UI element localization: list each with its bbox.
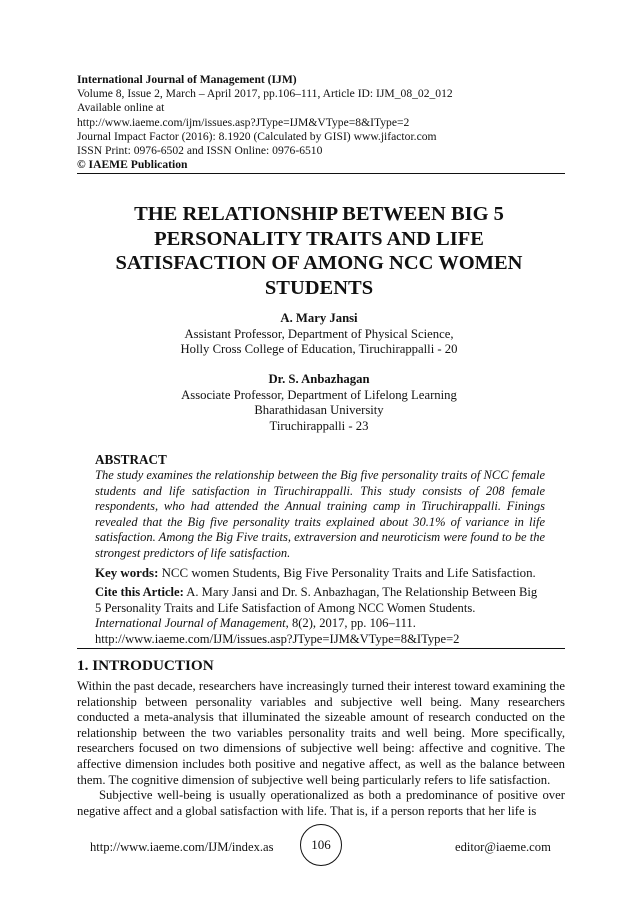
journal-header	[77, 73, 567, 172]
issn: ISSN Print: 0976-6502 and ISSN Online: 0976-6510	[77, 144, 323, 158]
footer-url[interactable]: http://www.iaeme.com/IJM/index.as	[90, 840, 274, 854]
issue-url[interactable]: http://www.iaeme.com/ijm/issues.asp?JType=IJM&VType=8&IType=2	[77, 115, 410, 129]
author2-affiliation: Bharathidasan University	[254, 403, 384, 418]
citation-rule	[77, 648, 565, 649]
author2-block	[60, 372, 578, 434]
page-number: 106	[300, 824, 342, 866]
paragraph: Subjective well-being is usually operationalized as both a predominance of positive over negative affect and a global satisfaction with life. That is, if a person reports that her life is	[77, 788, 565, 818]
author1-block	[60, 311, 578, 358]
paragraph: Within the past decade, researchers have increasingly turned their interest toward examining the relationship between personality variables and subjective well being. Many researchers conducted a meta-analysis that illuminated the sizeable amount of research conducted on the relationship between the two variables personality traits and well being. More specifically, researchers focused on two dimensions of subjective well being: affective and cognitive. The affective dimension includes both positive and negative affect, as well as the balance between them. The cognitive dimension of subjective well being particularly refers to life satisfaction.	[77, 679, 565, 787]
volume-info: Volume 8, Issue 2, March – April 2017, pp.106–111, Article ID: IJM_08_02_012	[77, 87, 453, 101]
publisher: © IAEME Publication	[77, 158, 188, 172]
citation	[95, 585, 545, 647]
author1-affiliation: Holly Cross College of Education, Tiruchirappalli - 20	[180, 342, 458, 357]
cite-pages: , 8(2), 2017, pp. 106–111.	[285, 616, 416, 631]
header-rule	[77, 173, 565, 174]
title-line: THE RELATIONSHIP BETWEEN BIG 5	[134, 203, 504, 225]
body-text	[77, 679, 565, 819]
cite-label: Cite this Article:	[95, 585, 184, 599]
title-line: PERSONALITY TRAITS AND LIFE	[154, 227, 484, 250]
keywords	[95, 566, 545, 582]
abstract-heading: ABSTRACT	[95, 452, 167, 467]
cite-journal: International Journal of Management	[95, 616, 286, 631]
title-line: SATISFACTION OF AMONG NCC WOMEN	[115, 252, 523, 274]
author2-affiliation: Associate Professor, Department of Lifelong Learning	[181, 387, 457, 402]
section-heading: 1. INTRODUCTION	[77, 657, 214, 674]
keywords-text: NCC women Students, Big Five Personality Traits and Life Satisfaction.	[158, 566, 536, 580]
impact-factor: Journal Impact Factor (2016): 8.1920 (Calculated by GISI) www.jifactor.com	[77, 129, 437, 143]
abstract-text: The study examines the relationship between the Big five personality traits of NCC female students and life satisfaction in Tiruchirappalli. This study consists of 208 female respondents, who had attended the Annual training camp in Tiruchirappalli. Finings revealed that the Big five personality traits explained about 30.1% of variance in life satisfaction. Among the Big Five traits, extraversion and neuroticism were found to be the strongest predictors of life satisfaction.	[95, 468, 545, 560]
footer-email[interactable]: editor@iaeme.com	[455, 840, 551, 854]
author2-name: Dr. S. Anbazhagan	[268, 372, 370, 386]
author1-name: A. Mary Jansi	[280, 311, 358, 325]
cite-text: A. Mary Jansi and Dr. S. Anbazhagan, The Relationship Between Big 5 Personality Traits and Life Satisfaction of Among NCC Women Students.	[95, 585, 538, 615]
journal-name: International Journal of Management (IJM)	[77, 73, 297, 86]
title-line: STUDENTS	[264, 276, 374, 299]
keywords-label: Key words:	[95, 566, 159, 580]
author2-affiliation: Tiruchirappalli - 23	[269, 418, 369, 433]
available-online: Available online at	[77, 101, 165, 115]
author1-affiliation: Assistant Professor, Department of Physical Science,	[184, 326, 454, 341]
cite-url[interactable]: http://www.iaeme.com/IJM/issues.asp?JType=IJM&VType=8&IType=2	[95, 631, 460, 646]
paper-title	[60, 202, 578, 300]
